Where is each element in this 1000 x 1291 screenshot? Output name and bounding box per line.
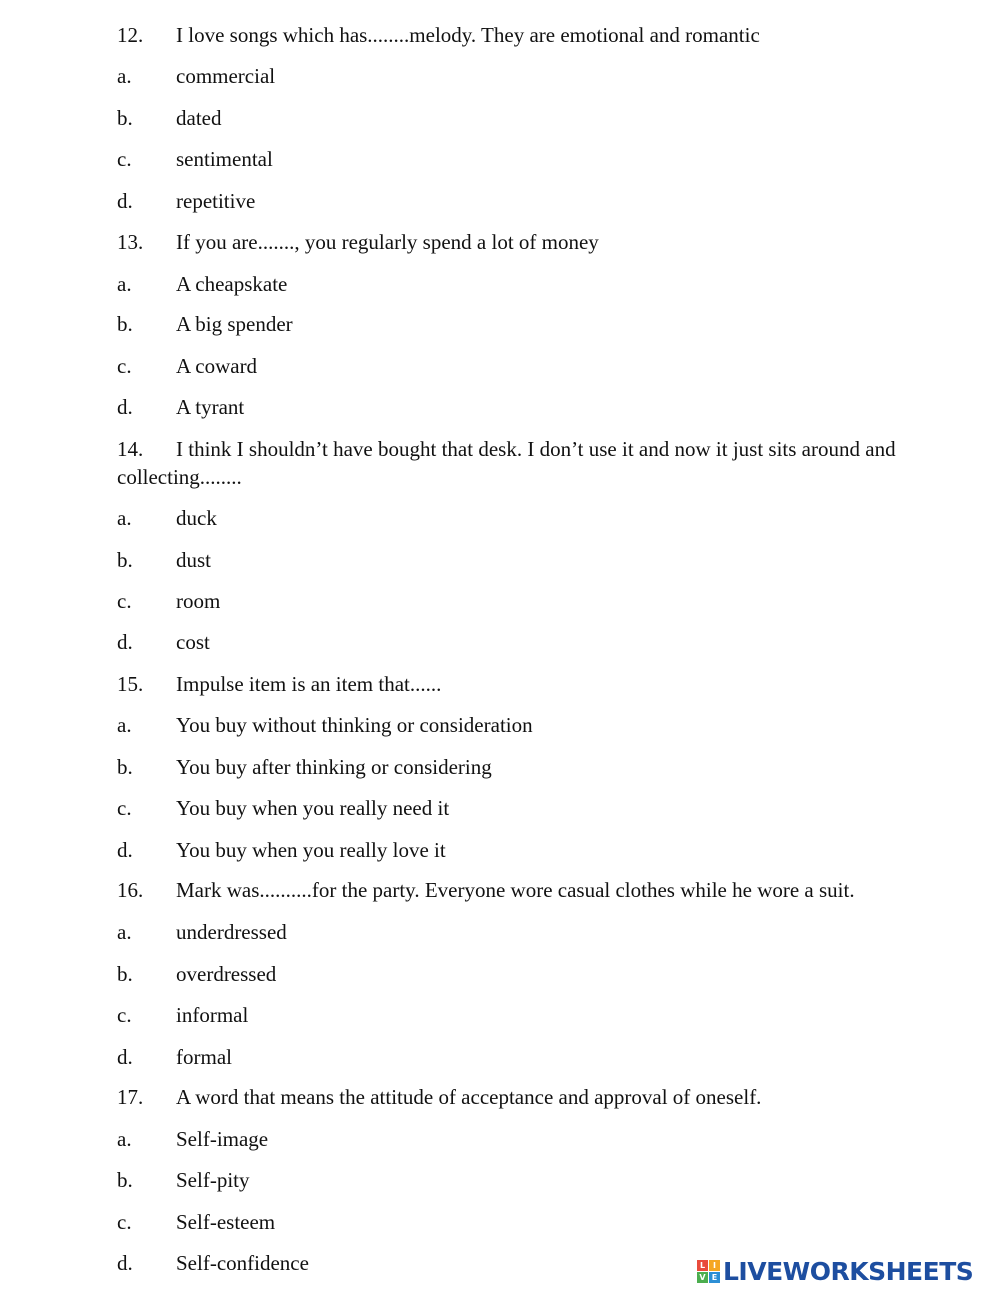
option-letter: c. [117, 796, 132, 820]
question-16 [117, 876, 940, 904]
option-text: You buy when you really need it [176, 796, 450, 820]
option-letter: c. [117, 589, 132, 613]
option-text: dated [176, 106, 222, 130]
logo-tile-i: I [709, 1260, 720, 1271]
option-letter: c. [117, 1003, 132, 1027]
option-letter: c. [117, 354, 132, 378]
option-15c [117, 794, 940, 822]
question-number: 14. [117, 437, 144, 461]
question-13 [117, 228, 940, 256]
option-text: commercial [176, 64, 276, 88]
question-text: I think I shouldn’t have bought that desk. I don’t use it and now it just sits around and collecting........ [117, 437, 896, 489]
option-14c [117, 587, 940, 615]
option-text: You buy after thinking or considering [176, 755, 492, 779]
option-letter: a. [117, 713, 132, 737]
option-17a [117, 1125, 940, 1153]
option-text: Self-image [176, 1127, 269, 1151]
question-number: 15. [117, 672, 144, 696]
option-text: room [176, 589, 221, 613]
option-text: sentimental [176, 147, 273, 171]
option-15d [117, 836, 940, 864]
liveworksheets-logo [697, 1254, 973, 1288]
option-text: duck [176, 506, 217, 530]
option-text: formal [176, 1045, 232, 1069]
option-16a [117, 918, 940, 946]
option-text: You buy without thinking or consideration [176, 713, 533, 737]
option-text: Self-pity [176, 1168, 250, 1192]
option-text: You buy when you really love it [176, 838, 446, 862]
option-text: A cheapskate [176, 272, 288, 296]
option-letter: c. [117, 1210, 132, 1234]
question-text: Impulse item is an item that...... [176, 672, 442, 696]
option-17b [117, 1166, 940, 1194]
question-text: I love songs which has........melody. They are emotional and romantic [176, 23, 760, 47]
option-letter: d. [117, 395, 133, 419]
option-text: A big spender [176, 312, 293, 336]
question-text: Mark was..........for the party. Everyone wore casual clothes while he wore a suit. [176, 878, 855, 902]
question-text: If you are......., you regularly spend a lot of money [176, 230, 599, 254]
option-16d [117, 1043, 940, 1071]
option-letter: c. [117, 147, 132, 171]
question-text: A word that means the attitude of acceptance and approval of oneself. [176, 1085, 762, 1109]
option-13a [117, 270, 940, 298]
option-17c [117, 1208, 940, 1236]
option-letter: b. [117, 312, 133, 336]
option-14a [117, 504, 940, 532]
logo-tile-v: V [697, 1272, 708, 1283]
question-17 [117, 1083, 940, 1111]
option-13c [117, 352, 940, 380]
question-number: 12. [117, 23, 144, 47]
option-14b [117, 546, 940, 574]
option-text: A tyrant [176, 395, 245, 419]
question-14 [117, 435, 922, 491]
logo-grid-icon [697, 1260, 720, 1283]
option-letter: b. [117, 548, 133, 572]
option-12c [117, 145, 940, 173]
option-letter: a. [117, 64, 132, 88]
option-text: overdressed [176, 962, 277, 986]
option-text: Self-confidence [176, 1251, 309, 1275]
option-15a [117, 711, 940, 739]
option-letter: d. [117, 630, 133, 654]
option-letter: b. [117, 755, 133, 779]
logo-text: LIVEWORKSHEETS [723, 1256, 974, 1286]
logo-tile-e: E [709, 1272, 720, 1283]
option-text: dust [176, 548, 212, 572]
option-letter: b. [117, 1168, 133, 1192]
option-13d [117, 393, 940, 421]
option-text: underdressed [176, 920, 287, 944]
option-12a [117, 62, 940, 90]
option-letter: d. [117, 838, 133, 862]
question-number: 13. [117, 230, 144, 254]
option-text: informal [176, 1003, 249, 1027]
question-15 [117, 670, 940, 698]
option-text: Self-esteem [176, 1210, 276, 1234]
option-12b [117, 104, 940, 132]
option-letter: a. [117, 1127, 132, 1151]
option-12d [117, 187, 940, 215]
option-16c [117, 1001, 940, 1029]
option-text: A coward [176, 354, 258, 378]
option-16b [117, 960, 940, 988]
option-letter: a. [117, 920, 132, 944]
option-letter: a. [117, 506, 132, 530]
question-number: 17. [117, 1085, 144, 1109]
logo-tile-l: L [697, 1260, 708, 1271]
option-letter: d. [117, 1251, 133, 1275]
option-letter: b. [117, 106, 133, 130]
option-14d [117, 628, 940, 656]
option-letter: b. [117, 962, 133, 986]
option-letter: d. [117, 189, 133, 213]
option-text: repetitive [176, 189, 256, 213]
option-letter: d. [117, 1045, 133, 1069]
question-12 [117, 21, 940, 49]
option-text: cost [176, 630, 210, 654]
option-13b [117, 310, 940, 338]
option-letter: a. [117, 272, 132, 296]
option-15b [117, 753, 940, 781]
question-number: 16. [117, 878, 144, 902]
